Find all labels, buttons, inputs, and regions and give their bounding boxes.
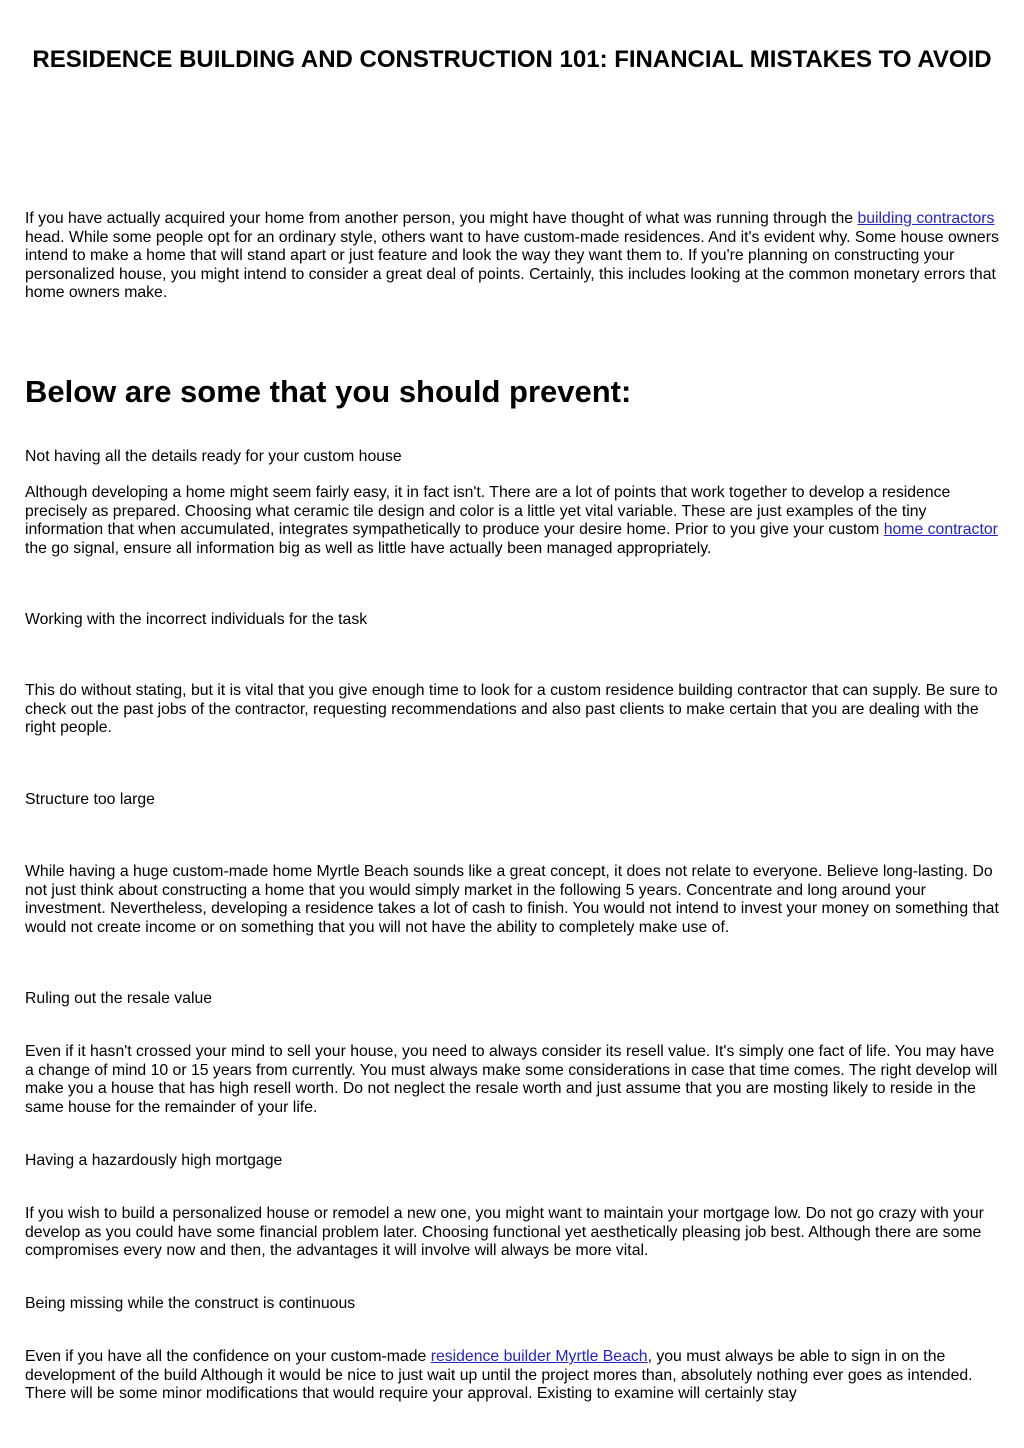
subheading-incorrect-individuals: Working with the incorrect individuals for the task xyxy=(25,611,368,628)
paragraph-incorrect-individuals: This do without stating, but it is vital that you give enough time to look for a custom residence building contractor that can supply. Be sure to check out the past jobs of the contractor, requesting recommendations and also past clients to make certain that you are dealing with the right people. xyxy=(25,682,998,737)
subheading-high-mortgage: Having a hazardously high mortgage xyxy=(25,1152,283,1169)
details-text-after: the go signal, ensure all information big as well as little have actually been managed appropriately. xyxy=(25,539,712,557)
subheading-too-large: Structure too large xyxy=(25,791,155,808)
section-heading: Below are some that you should prevent: xyxy=(25,374,632,409)
paragraph-resale-value: Even if it hasn't crossed your mind to sell your house, you need to always consider its resell value. It's simply one fact of life. You may have a change of mind 10 or 15 years from currently. You must always make some considerations in case that time comes. The right develop will make you a house that has high resell worth. Do not neglect the resale worth and just assume that you are mosting likely to reside in the same house for the remainder of your life. xyxy=(25,1043,998,1116)
intro-text-before: If you have actually acquired your home from another person, you might have thought of what was running through the xyxy=(25,210,858,227)
subheading-details: Not having all the details ready for your custom house xyxy=(25,448,402,465)
subheading-being-missing: Being missing while the construct is continuous xyxy=(25,1295,356,1312)
paragraph-being-missing xyxy=(25,1348,1001,1404)
residence-builder-link[interactable]: residence builder Myrtle Beach xyxy=(430,1348,648,1365)
missing-text-before: Even if you have all the confidence on your custom-made xyxy=(25,1348,431,1365)
paragraph-details xyxy=(25,484,1001,558)
missing-text-after: , you must always be able to sign in on the development of the build Although it would be nice to just wait up until the project mores than, absolutely nothing ever goes as intended. There will be some minor modifications that would require your approval. Existing to examine will certainly stay xyxy=(25,1348,973,1403)
page-title: RESIDENCE BUILDING AND CONSTRUCTION 101: FINANCIAL MISTAKES TO AVOID xyxy=(32,46,992,73)
intro-text-after: head. While some people opt for an ordinary style, others want to have custom-made residences. And it's evident why. Some house owners intend to make a home that will stand apart or just feature and look the way they want them to. If you're planning on constructing your personalized house, you might intend to consider a great deal of points. Certainly, this includes looking at the common monetary errors that home owners make. xyxy=(25,228,999,302)
details-text-before: Although developing a home might seem fairly easy, it in fact isn't. There are a lot of points that work together to develop a residence precisely as prepared. Choosing what ceramic tile design and color is a little yet vital variable. These are just examples of the tiny information that when accumulated, integrates sympathetically to produce your desire home. Prior to you give your custom xyxy=(25,484,951,539)
subheading-resale-value: Ruling out the resale value xyxy=(25,990,213,1007)
intro-paragraph xyxy=(25,210,1001,303)
building-contractors-link[interactable]: building contractors xyxy=(857,210,995,227)
paragraph-too-large: While having a huge custom-made home Myrtle Beach sounds like a great concept, it does not relate to everyone. Believe long-lasting. Do not just think about constructing a home that you would simply market in the following 5 years. Concentrate and long around your investment. Nevertheless, developing a residence takes a lot of cash to finish. You would not intend to invest your money on something that would not create income or on something that you will not have the ability to completely make use of. xyxy=(25,863,999,936)
home-contractor-link[interactable]: home contractor xyxy=(883,521,998,539)
paragraph-high-mortgage: If you wish to build a personalized house or remodel a new one, you might want to maintain your mortgage low. Do not go crazy with your develop as you could have some financial problem later. Choosing functional yet aesthetically pleasing job best. Although there are some compromises every now and then, the advantages it will involve will always be more vital. xyxy=(25,1205,984,1260)
